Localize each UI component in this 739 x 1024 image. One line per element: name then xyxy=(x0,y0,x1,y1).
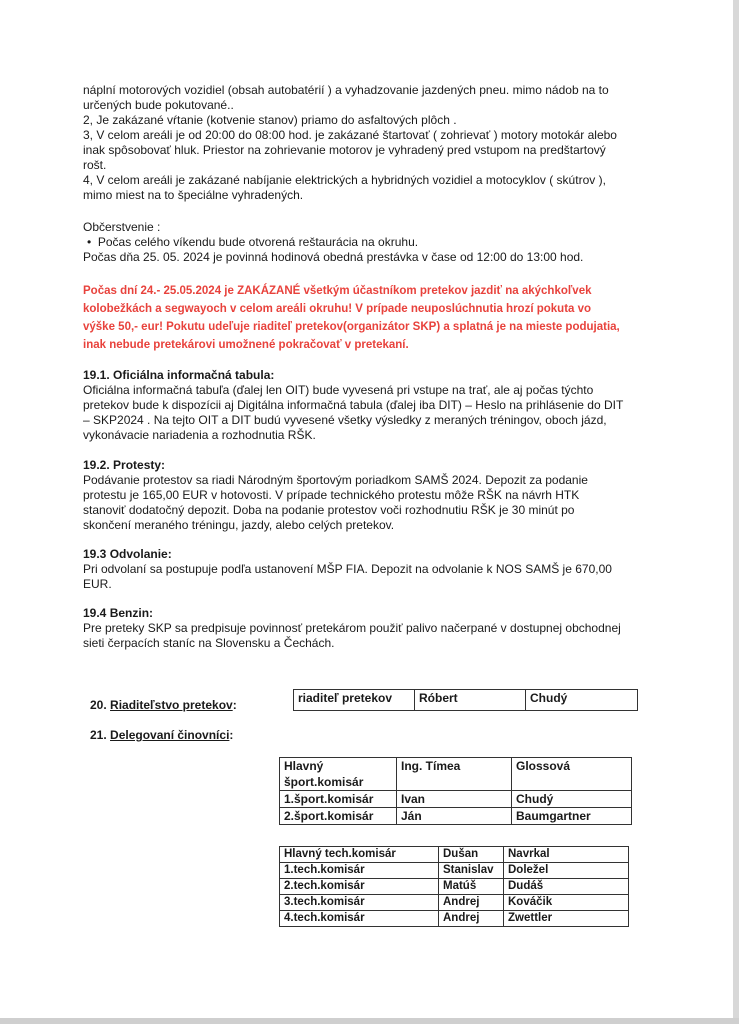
refreshments-section xyxy=(83,220,643,265)
race-director-table xyxy=(293,689,638,711)
section-19-1 xyxy=(83,368,643,443)
text-line: 4, V celom areáli je zakázané nabíjanie elektrických a hybridných vozidiel a motocyklov ( skútrov ), xyxy=(83,173,606,187)
table-row xyxy=(280,791,632,808)
table-cell: Hlavný xyxy=(280,758,397,775)
section-title: 19.2. Protesty: xyxy=(83,458,166,472)
section-title: 19.1. Oficiálna informačná tabula: xyxy=(83,368,275,382)
refreshments-title: Občerstvenie : xyxy=(83,220,161,234)
section-title: 19.4 Benzin: xyxy=(83,606,154,620)
table-row xyxy=(280,895,629,911)
warning-line: výške 50,- eur! Pokutu udeľuje riaditeľ pretekov(organizátor SKP) a splatná je na mieste podujatia, xyxy=(83,321,620,333)
table-cell: Kováčik xyxy=(504,895,629,911)
text-line: Oficiálna informačná tabuľa (ďalej len OIT) bude vyvesená pri vstupe na trať, ale aj počas týchto xyxy=(83,383,594,397)
refreshments-bullet: • Počas celého víkendu bude otvorená reštaurácia na okruhu. xyxy=(87,235,419,249)
table-row xyxy=(280,863,629,879)
section-19-4 xyxy=(83,606,643,651)
intro-rules xyxy=(83,83,643,203)
table-cell: Ján xyxy=(397,808,512,825)
table-cell: riaditeľ pretekov xyxy=(294,690,415,711)
text-line: 3, V celom areáli je od 20:00 do 08:00 hod. je zakázané štartovať ( zohrievať ) motory motokár alebo xyxy=(83,128,617,142)
table-row xyxy=(280,911,629,927)
text-line: Pri odvolaní sa postupuje podľa ustanovení MŠP FIA. Depozit na odvolanie k NOS SAMŠ je 670,00 xyxy=(83,562,612,576)
table-cell: Dušan xyxy=(439,847,504,863)
table-cell: Róbert xyxy=(415,690,526,711)
table-cell: 2.šport.komisár xyxy=(280,808,397,825)
text-line: EUR. xyxy=(83,577,112,591)
text-line: náplní motorových vozidiel (obsah autobatérií ) a vyhadzovanie jazdených pneu. mimo nádob na to xyxy=(83,83,609,97)
table-cell: Navrkal xyxy=(504,847,629,863)
text-line: 2, Je zakázané vŕtanie (kotvenie stanov) priamo do asfaltových plôch . xyxy=(83,113,457,127)
table-row xyxy=(280,808,632,825)
table-cell: Hlavný tech.komisár xyxy=(280,847,439,863)
table-cell: 1.tech.komisár xyxy=(280,863,439,879)
text-line: rošt. xyxy=(83,158,107,172)
text-line: Pre preteky SKP sa predpisuje povinnosť pretekárom použiť palivo načerpané v dostupnej obchodnej xyxy=(83,621,621,635)
table-cell: Ing. Tímea xyxy=(397,758,512,791)
warning-line: Počas dní 24.- 25.05.2024 je ZAKÁZANÉ všetkým účastníkom pretekov jazdiť na akýchkoľvek xyxy=(83,285,592,297)
table-cell: Matúš xyxy=(439,879,504,895)
warning-notice xyxy=(83,282,643,354)
scan-edge xyxy=(733,0,739,1024)
table-cell: Andrej xyxy=(439,895,504,911)
table-row xyxy=(280,847,629,863)
text-line: vykonávacie nariadenia a rozhodnutia RŠK. xyxy=(83,428,316,442)
section-21-title: 21. Delegovaní činovníci: xyxy=(90,728,234,742)
text-line: skončení meraného tréningu, jazdy, alebo celých pretekov. xyxy=(83,518,395,532)
refreshments-note: Počas dňa 25. 05. 2024 je povinná hodinová obedná prestávka v čase od 12:00 do 13:00 hod. xyxy=(83,250,584,264)
text-line: sieti čerpacích staníc na Slovensku a Čechách. xyxy=(83,636,335,650)
table-cell: 1.šport.komisár xyxy=(280,791,397,808)
table-cell: 3.tech.komisár xyxy=(280,895,439,911)
table-cell: Chudý xyxy=(512,791,632,808)
section-19-2 xyxy=(83,458,643,533)
tech-commissioners-table xyxy=(279,846,629,927)
table-cell: Glossová xyxy=(512,758,632,791)
text-line: protestu je 165,00 EUR v hotovosti. V prípade technického protestu môže RŠK na návrh HTK xyxy=(83,488,580,502)
table-cell: Chudý xyxy=(526,690,638,711)
table-row xyxy=(294,690,638,711)
warning-line: kolobežkách a segwayoch v celom areáli okruhu! V prípade neuposlúchnutia hrozí pokuta vo xyxy=(83,303,592,315)
table-row xyxy=(280,758,632,775)
table-cell: 4.tech.komisár xyxy=(280,911,439,927)
scan-edge xyxy=(0,1018,739,1024)
text-line: Podávanie protestov sa riadi Národným športovým poriadkom SAMŠ 2024. Depozit za podanie xyxy=(83,473,588,487)
table-cell: Doležel xyxy=(504,863,629,879)
table-cell: Stanislav xyxy=(439,863,504,879)
table-cell: Dudáš xyxy=(504,879,629,895)
section-19-3 xyxy=(83,547,643,592)
text-line: inak spôsobovať hluk. Priestor na zohrievanie motorov je vyhradený pred vstupom na predštartový xyxy=(83,143,606,157)
text-line: stanoviť dodatočný depozit. Doba na podanie protestov voči rozhodnutiu RŠK je 30 minút po xyxy=(83,503,575,517)
bullet-icon: • xyxy=(87,235,98,249)
table-cell: Zwettler xyxy=(504,911,629,927)
table-cell: šport.komisár xyxy=(280,774,397,791)
table-cell: Baumgartner xyxy=(512,808,632,825)
text-line: pretekov bude k dispozícii aj Digitálna informačná tabula (ďalej iba DIT) – Heslo na prihlásenie do DIT xyxy=(83,398,624,412)
sport-commissioners-table xyxy=(279,757,632,825)
table-cell: 2.tech.komisár xyxy=(280,879,439,895)
text-line: určených bude pokutované.. xyxy=(83,98,234,112)
table-cell: Ivan xyxy=(397,791,512,808)
table-cell: Andrej xyxy=(439,911,504,927)
section-title: 19.3 Odvolanie: xyxy=(83,547,172,561)
table-row xyxy=(280,879,629,895)
section-20-title: 20. Riaditeľstvo pretekov: xyxy=(90,698,237,712)
warning-line: inak nebude pretekárovi umožnené pokračovať v pretekaní. xyxy=(83,339,409,351)
text-line: – SKP2024 . Na tejto OIT a DIT budú vyvesené všetky výsledky z meraných tréningov, oboch jázd, xyxy=(83,413,607,427)
text-line: mimo miest na to špeciálne vyhradených. xyxy=(83,188,304,202)
